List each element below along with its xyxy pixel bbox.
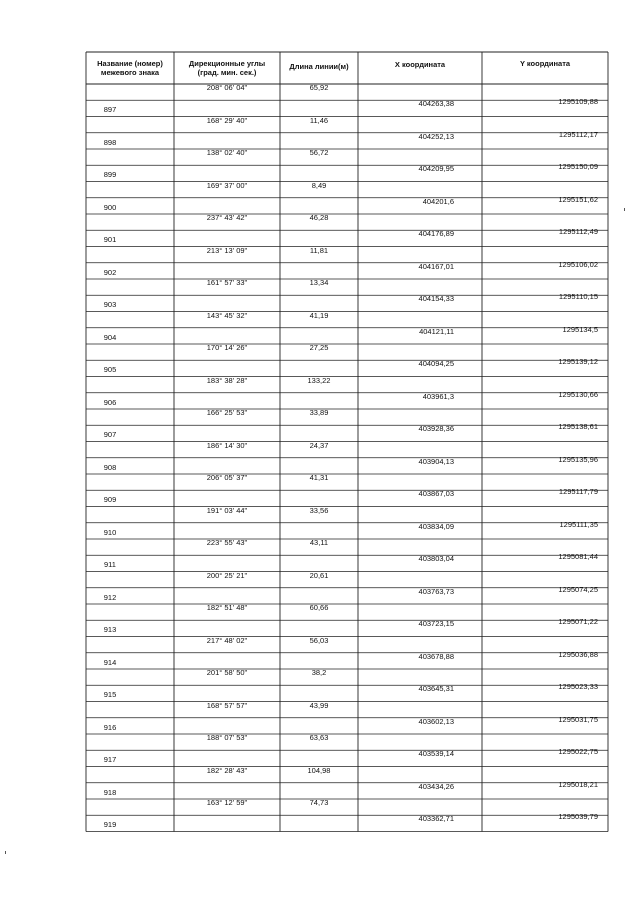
x-coordinate: 404201,6 [422,196,454,206]
direction-angle: 138° 02' 40" [206,148,248,157]
y-coordinate: 1295135,96 [558,454,598,464]
line-length: 74,73 [309,798,329,807]
line-length: 41,31 [309,473,329,482]
x-coordinate: 404121,11 [419,326,454,336]
y-coordinate: 1295039,79 [558,812,598,822]
direction-angle: 170° 14' 26" [206,343,248,352]
y-coordinate: 1295139,12 [558,357,598,367]
y-coordinate: 1295022,75 [558,747,598,757]
y-coordinate: 1295071,22 [558,617,598,627]
point-name: 900 [103,202,117,212]
line-length: 43,11 [309,538,329,547]
point-name: 903 [103,300,117,310]
point-name: 917 [103,755,117,765]
line-length: 56,72 [309,148,329,157]
y-coordinate: 1295111,35 [559,519,598,529]
y-coordinate: 1295112,49 [558,227,598,237]
line-length: 41,19 [309,310,329,320]
point-name: 897 [103,105,117,115]
point-name: 909 [103,495,117,505]
y-coordinate: 1295074,25 [558,584,598,594]
line-length: 43,99 [309,700,329,710]
line-length: 63,63 [309,733,329,742]
line-length: 38,2 [311,668,327,677]
direction-angle: 186° 14' 30" [206,440,248,450]
y-coordinate: 1295081,44 [558,552,598,562]
x-coordinate: 404094,25 [418,359,454,369]
line-length: 60,66 [309,603,329,612]
point-name: 914 [103,657,117,667]
y-coordinate: 1295110,15 [558,292,598,302]
x-coordinate: 403539,14 [418,749,454,759]
line-length: 13,34 [309,278,329,287]
header-angle: Дирекционные углы (град. мин. сек.) [188,59,266,77]
y-coordinate: 1295150,09 [558,162,598,172]
line-length: 133,22 [307,375,331,385]
x-coordinate: 403867,03 [418,489,454,499]
line-length: 11,46 [309,115,329,125]
point-name: 918 [103,787,117,797]
y-coordinate: 1295109,88 [558,97,598,107]
x-coordinate: 403834,09 [418,521,454,531]
direction-angle: 166° 25' 53" [206,408,248,417]
y-coordinate: 1295023,33 [558,682,598,692]
header-y: Y координата [519,59,571,68]
x-coordinate: 404263,38 [418,99,454,109]
y-coordinate: 1295134,5 [562,324,598,334]
point-name: 913 [103,625,117,635]
x-coordinate: 404154,33 [418,294,454,304]
y-coordinate: 1295106,02 [558,259,598,269]
point-name: 901 [103,235,117,245]
line-length: 104,98 [307,765,331,775]
direction-angle: 183° 38' 28" [206,375,248,385]
x-coordinate: 403434,26 [418,781,454,791]
x-coordinate: 403362,71 [418,814,454,824]
direction-angle: 143° 45' 32" [206,310,248,320]
point-name: 899 [103,170,117,180]
x-coordinate: 404176,89 [418,229,454,239]
direction-angle: 201° 58' 50" [206,668,248,677]
scan-mark [624,208,625,211]
point-name: 908 [103,462,117,472]
header-length: Длина линии(м) [289,62,349,71]
x-coordinate: 403602,13 [418,716,454,726]
x-coordinate: 403678,88 [418,651,454,661]
y-coordinate: 1295112,17 [558,129,598,139]
direction-angle: 182° 51' 48" [206,603,248,612]
y-coordinate: 1295036,88 [558,649,598,659]
direction-angle: 217° 48' 02" [206,635,248,645]
direction-angle: 223° 55' 43" [206,538,248,547]
x-coordinate: 404167,01 [418,261,454,271]
direction-angle: 188° 07' 53" [206,733,248,742]
direction-angle: 168° 57' 57" [206,700,248,710]
point-name: 911 [104,560,116,570]
line-length: 20,61 [309,570,329,580]
y-coordinate: 1295151,62 [558,194,598,204]
point-name: 898 [103,137,117,147]
x-coordinate: 403928,36 [418,424,454,434]
y-coordinate: 1295018,21 [558,779,598,789]
point-name: 919 [103,820,117,830]
point-name: 902 [103,267,117,277]
point-name: 916 [103,722,117,732]
header-x: X координата [394,60,446,69]
y-coordinate: 1295130,66 [558,389,598,399]
direction-angle: 200° 25' 21" [206,570,248,580]
point-name: 905 [103,365,117,375]
direction-angle: 161° 57' 33" [206,278,248,287]
x-coordinate: 403803,04 [418,554,454,564]
point-name: 906 [103,397,117,407]
line-length: 33,89 [309,408,329,417]
direction-angle: 169° 37' 00" [206,180,248,190]
point-name: 910 [103,527,117,537]
point-name: 912 [103,592,117,602]
point-name: 915 [103,690,117,700]
direction-angle: 208° 06' 04" [206,83,248,92]
line-length: 46,28 [309,213,329,222]
header-name: Название (номер) межевого знака [97,59,163,77]
x-coordinate: 403763,73 [418,586,454,596]
y-coordinate: 1295031,75 [558,714,598,724]
line-length: 65,92 [309,83,329,92]
direction-angle: 191° 03' 44" [206,505,248,515]
line-length: 24,37 [309,440,329,450]
direction-angle: 163° 12' 59" [206,798,248,807]
line-length: 8,49 [311,180,327,190]
direction-angle: 237° 43' 42" [206,213,248,222]
direction-angle: 182° 28' 43" [206,765,248,775]
direction-angle: 206° 05' 37" [206,473,248,482]
x-coordinate: 403961,3 [422,391,454,401]
x-coordinate: 403723,15 [418,619,454,629]
line-length: 56,03 [309,635,329,645]
x-coordinate: 403645,31 [418,684,454,694]
direction-angle: 213° 13' 09" [206,245,248,255]
point-name: 907 [103,430,117,440]
scan-mark [5,851,6,854]
line-length: 27,25 [309,343,329,352]
y-coordinate: 1295138,61 [558,422,598,432]
x-coordinate: 404209,95 [418,164,454,174]
point-name: 904 [103,332,117,342]
line-length: 11,81 [309,245,329,255]
line-length: 33,56 [309,505,329,515]
x-coordinate: 403904,13 [418,456,454,466]
direction-angle: 168° 29' 40" [206,115,248,125]
y-coordinate: 1295117,79 [558,487,598,497]
x-coordinate: 404252,13 [418,131,454,141]
